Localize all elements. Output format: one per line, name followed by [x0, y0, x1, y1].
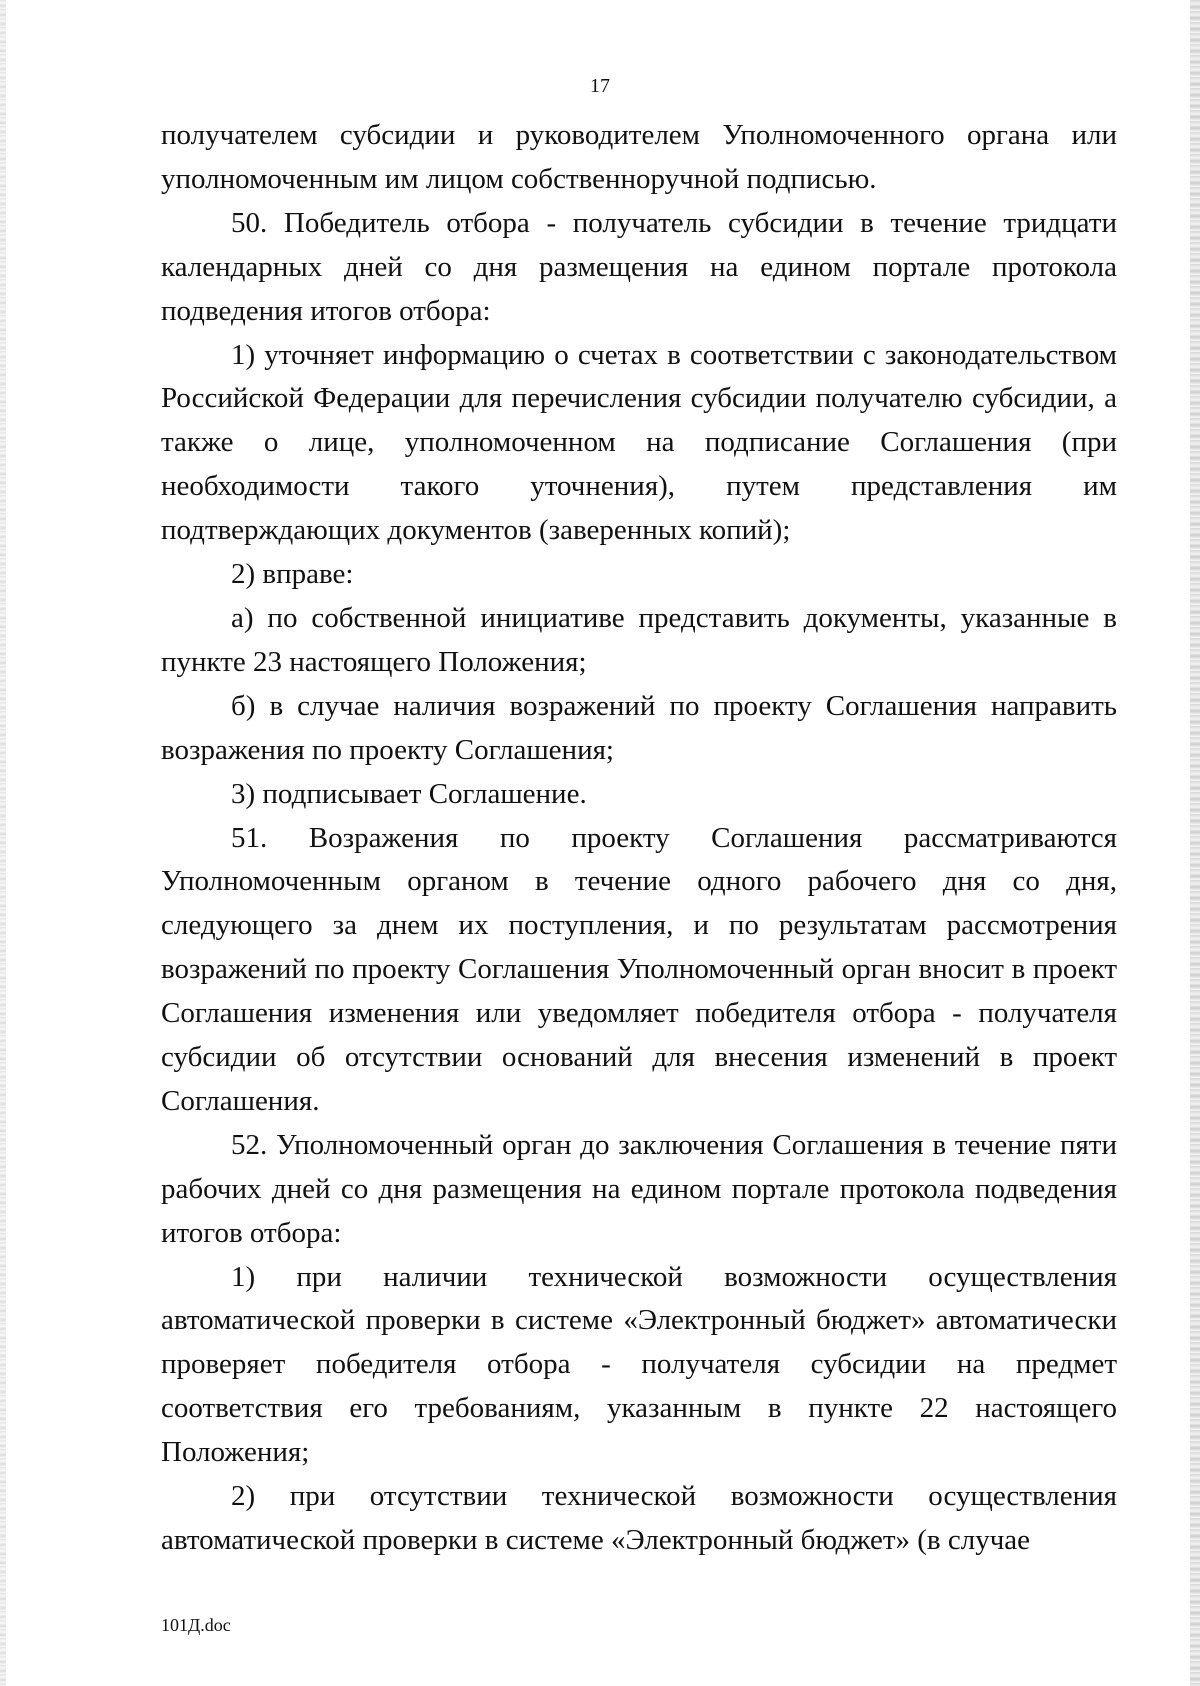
paragraph-50-item-2: 2) вправе:	[231, 558, 354, 591]
paragraph-50-item-3: 3) подписывает Соглашение.	[231, 777, 587, 810]
paragraph-50: 50. Победитель отбора - получатель субсидии в течение тридцати календарных дней со дня размещения на едином портале протокола подведения итогов отбора:	[161, 206, 1117, 327]
paragraph-52-item-1: 1) при наличии технической возможности осуществления автоматической проверки в системе «Электронный бюджет» автоматически проверяет победителя отбора - получателя субсидии на предмет соответствия его требованиям, указанным в пункте 22 настоящего Положения;	[161, 1260, 1117, 1469]
paragraph-52: 52. Уполномоченный орган до заключения Соглашения в течение пяти рабочих дней со дня размещения на едином портале протокола подведения итогов отбора:	[161, 1128, 1117, 1249]
paragraph-continuation: получателем субсидии и руководителем Уполномоченного органа или уполномоченным им лицом собственноручной подписью.	[161, 119, 1117, 195]
paragraph-50-item-2b: б) в случае наличия возражений по проекту Соглашения направить возражения по проекту Соглашения;	[161, 689, 1117, 766]
paragraph-50-item-1: 1) уточняет информацию о счетах в соответствии с законодательством Российской Федерации для перечисления субсидии получателю субсидии, а также о лице, уполномоченном на подписание Соглашения (при необходимости такого уточнения), путем представления им подтверждающих документов (заверенных копий);	[161, 338, 1117, 547]
paragraph-50-item-2a: а) по собственной инициативе представить документы, указанные в пункте 23 настоящего Положения;	[161, 601, 1117, 678]
scan-edge-right	[1190, 0, 1200, 1686]
paragraph-52-item-2: 2) при отсутствии технической возможности осуществления автоматической проверки в системе «Электронный бюджет» (в случае	[161, 1480, 1117, 1556]
paragraph-51: 51. Возражения по проекту Соглашения рассматриваются Уполномоченным органом в течение одного рабочего дня со дня, следующего за днем их поступления, и по результатам рассмотрения возражений по проекту Соглашения Уполномоченный орган вносит в проект Соглашения изменения или уведомляет победителя отбора - получателя субсидии об отсутствии оснований для внесения изменений в проект Соглашения.	[161, 821, 1117, 1117]
page-number: 17	[590, 75, 610, 97]
scan-edge-left	[0, 0, 6, 1686]
document-body	[161, 114, 1117, 1563]
footer-filename: 101Д.doc	[161, 1615, 231, 1635]
